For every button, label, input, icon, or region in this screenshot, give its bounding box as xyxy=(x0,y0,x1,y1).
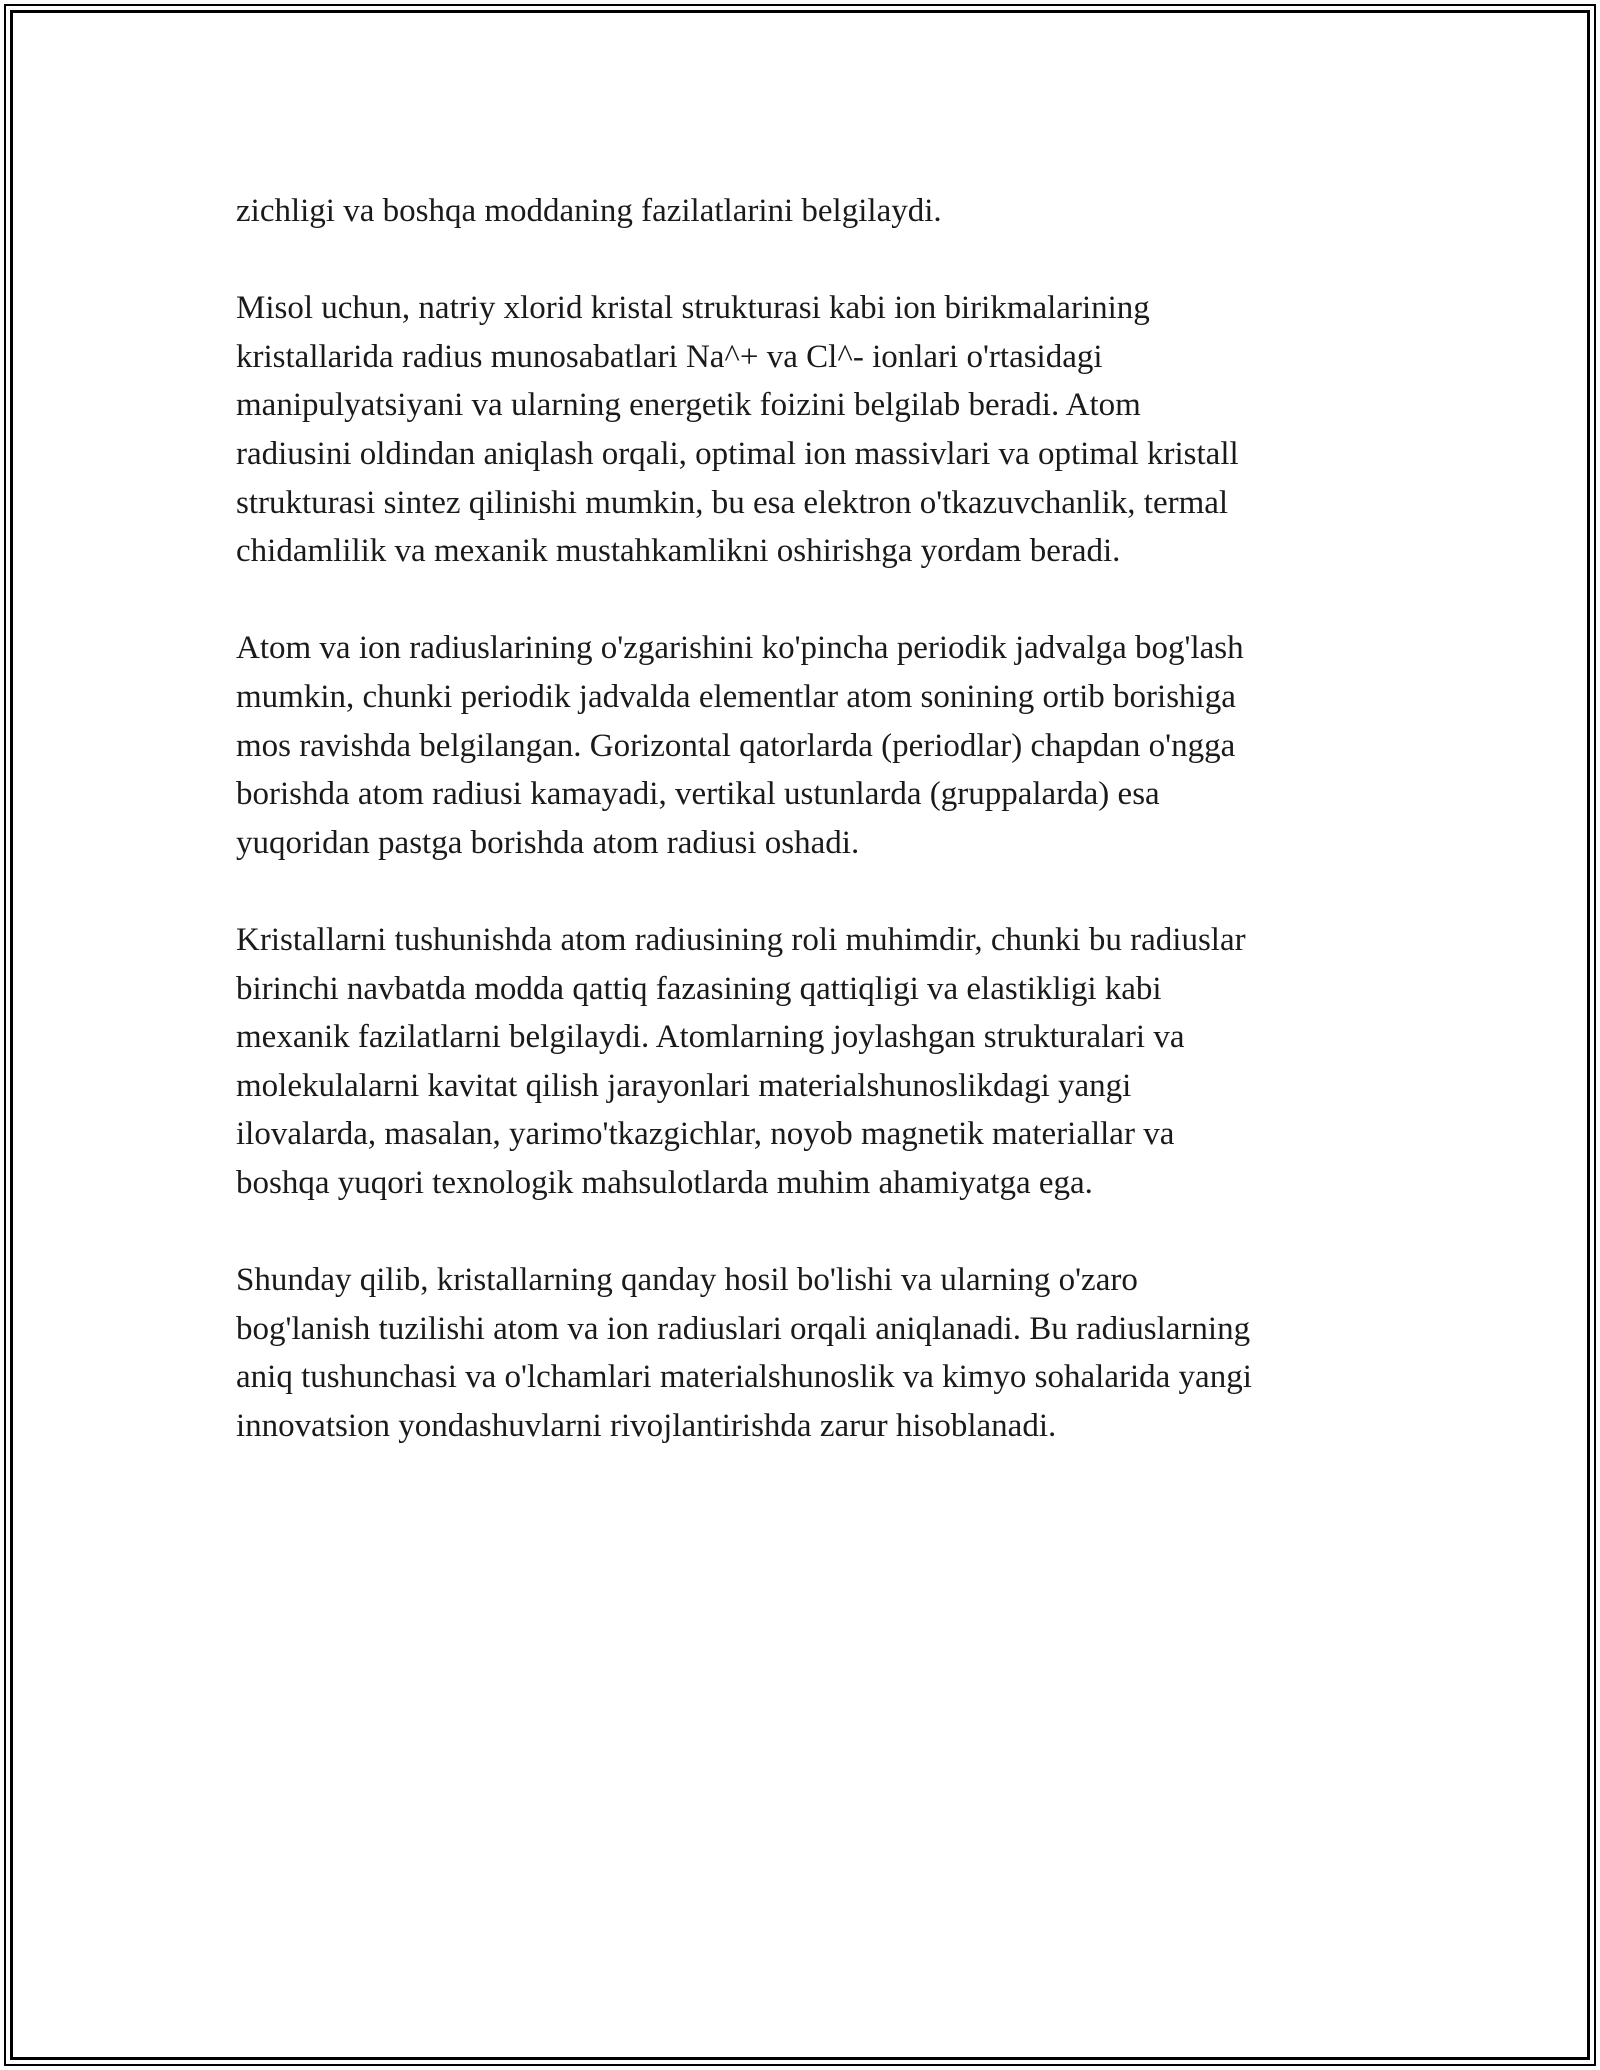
text-line: Misol uchun, natriy xlorid kristal strukturasi kabi ion birikmalarining xyxy=(236,290,1150,327)
paragraph-4 xyxy=(236,916,1396,1208)
text-line: birinchi navbatda modda qattiq fazasining qattiqligi va elastikligi kabi xyxy=(236,970,1162,1007)
paragraph-2 xyxy=(236,284,1396,576)
text-line: zichligi va boshqa moddaning fazilatlarini belgilaydi. xyxy=(236,193,942,229)
text-line: Shunday qilib, kristallarning qanday hosil bo'lishi va ularning o'zaro xyxy=(236,1262,1138,1299)
text-line: strukturasi sintez qilinishi mumkin, bu esa elektron o'tkazuvchanlik, termal xyxy=(236,484,1229,521)
text-line: manipulyatsiyani va ularning energetik foizini belgilab beradi. Atom xyxy=(236,387,1141,424)
text-line: boshqa yuqori texnologik mahsulotlarda muhim ahamiyatga ega. xyxy=(236,1164,1093,1201)
text-line: radiusini oldindan aniqlash orqali, optimal ion massivlari va optimal kristall xyxy=(236,435,1239,472)
paragraph-5 xyxy=(236,1256,1396,1450)
text-line: borishda atom radiusi kamayadi, vertikal ustunlarda (gruppalarda) esa xyxy=(236,776,1160,813)
text-line: ilovalarda, masalan, yarimo'tkazgichlar, noyob magnetik materiallar va xyxy=(236,1116,1175,1153)
text-line: innovatsion yondashuvlarni rivojlantirishda zarur hisoblanadi. xyxy=(236,1407,1057,1444)
text-line: mos ravishda belgilangan. Gorizontal qatorlarda (periodlar) chapdan o'ngga xyxy=(236,727,1236,764)
text-line: yuqoridan pastga borishda atom radiusi oshadi. xyxy=(236,824,860,861)
text-line: mumkin, chunki periodik jadvalda elementlar atom sonining ortib borishiga xyxy=(236,678,1236,715)
document-body xyxy=(236,187,1396,1499)
text-line: aniq tushunchasi va o'lchamlari materialshunoslik va kimyo sohalarida yangi xyxy=(236,1359,1252,1396)
text-line: chidamlilik va mexanik mustahkamlikni oshirishga yordam beradi. xyxy=(236,533,1121,570)
text-line: mexanik fazilatlarni belgilaydi. Atomlarning joylashgan strukturalari va xyxy=(236,1019,1185,1056)
text-line: Atom va ion radiuslarining o'zgarishini ko'pincha periodik jadvalga bog'lash xyxy=(236,630,1244,667)
text-line: Kristallarni tushunishda atom radiusining roli muhimdir, chunki bu radiuslar xyxy=(236,921,1246,958)
text-line: bog'lanish tuzilishi atom va ion radiuslari orqali aniqlanadi. Bu radiuslarning xyxy=(236,1310,1251,1347)
paragraph-3 xyxy=(236,624,1396,867)
paragraph-1 xyxy=(236,187,1396,236)
text-line: kristallarida radius munosabatlari Na^+ va Cl^- ionlari o'rtasidagi xyxy=(236,338,1103,375)
text-line: molekulalarni kavitat qilish jarayonlari materialshunoslikdagi yangi xyxy=(236,1067,1132,1104)
